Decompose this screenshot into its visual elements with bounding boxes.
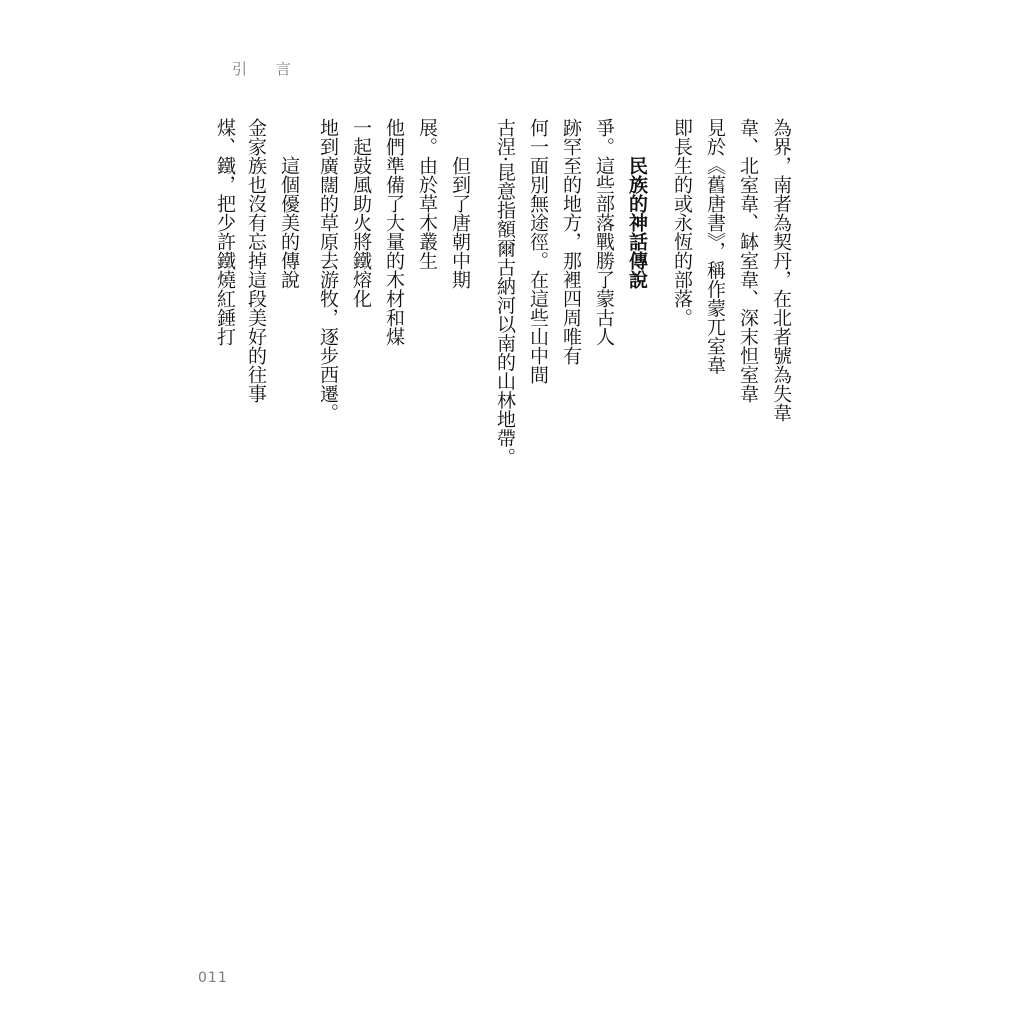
text-column: 見於《舊唐書》，稱作蒙兀室韋 <box>704 118 726 375</box>
text-column: 金家族也沒有忘掉這段美好的往事 <box>245 118 267 403</box>
text-column: 即長生的或永恆的部落。 <box>671 118 693 327</box>
text-column: 他們準備了大量的木材和煤 <box>383 118 405 346</box>
section-heading: 民族的神話傳說 <box>626 156 648 289</box>
text-column: 一起鼓風助火將鐵熔化 <box>350 118 372 308</box>
text-column: 但到了唐朝中期 <box>449 156 471 289</box>
page-header: 引 言 <box>232 60 303 78</box>
text-column: 展。由於草木叢生 <box>416 118 438 270</box>
text-column: 古涅·昆意指額爾古納河以南的山林地帶。 <box>494 118 516 467</box>
text-column: 地到廣闊的草原去游牧，逐步西遷。 <box>317 118 339 422</box>
text-column: 何一面別無途徑。在這些山中間 <box>527 118 549 384</box>
text-column: 韋、北室韋、缽室韋、深末怛室韋 <box>737 118 759 403</box>
text-column: 為界，南者為契丹，在北者號為失韋 <box>770 118 792 422</box>
text-body <box>214 118 794 958</box>
text-column: 煤、鐵，把少許鐵燒紅錘打 <box>214 118 236 346</box>
text-column: 跡罕至的地方，那裡四周唯有 <box>560 118 582 365</box>
page-number: 011 <box>198 970 228 986</box>
text-column: 這個優美的傳說 <box>278 156 300 289</box>
text-column: 爭。這些部落戰勝了蒙古人 <box>593 118 615 346</box>
